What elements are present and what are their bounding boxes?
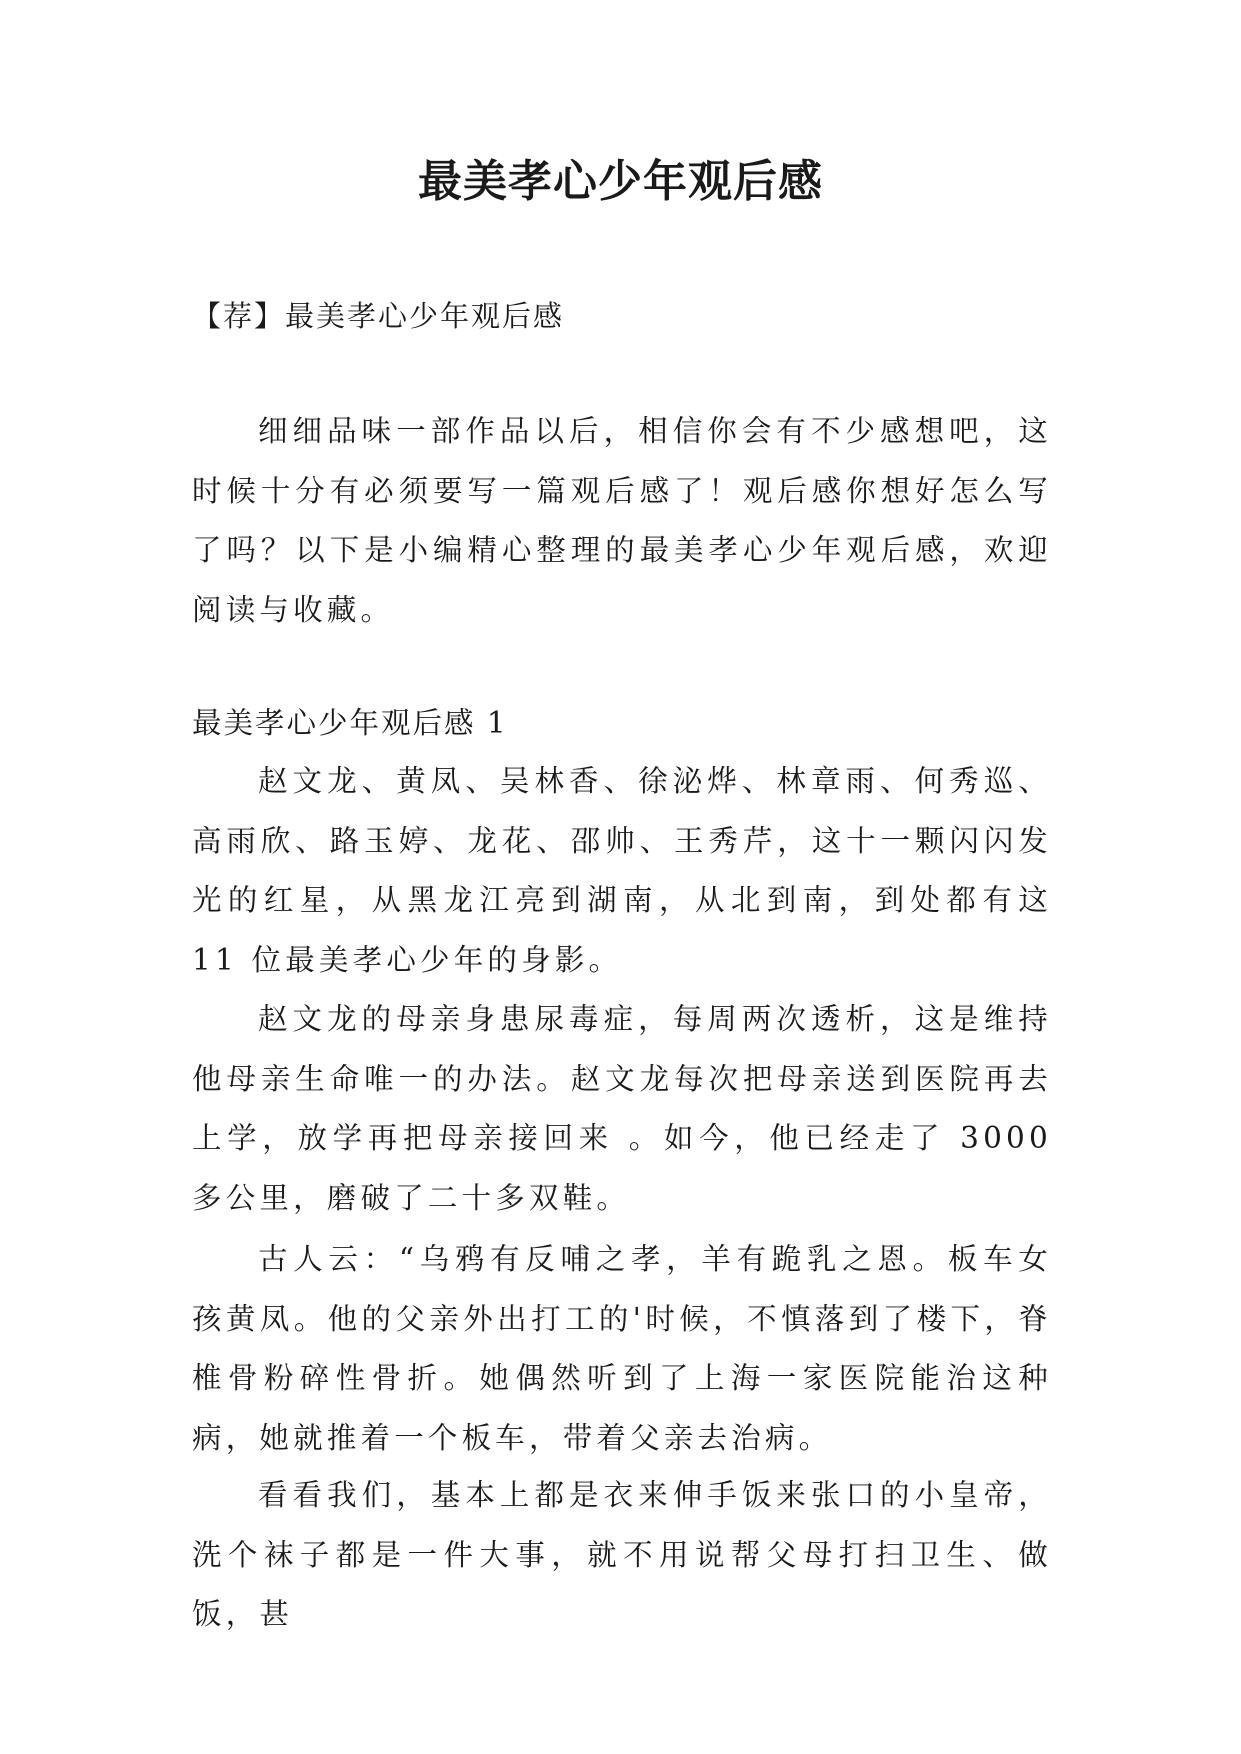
body-paragraph: 古人云：“乌鸦有反哺之孝，羊有跪乳之恩。板车女孩黄凤。他的父亲外出打工的'时候，不慎落到了楼下，脊椎骨粉碎性骨折。她偶然听到了上海一家医院能治这种病，她就推着一个板车，带着父亲去治病。 [192,1242,1052,1455]
section-heading: 最美孝心少年观后感 1 [192,706,508,740]
document-title: 最美孝心少年观后感 [418,156,823,207]
body-paragraph: 看看我们，基本上都是衣来伸手饭来张口的小皇帝，洗个袜子都是一件大事，就不用说帮父母打扫卫生、做饭，甚 [192,1478,1052,1631]
body-paragraph: 赵文龙的母亲身患尿毒症，每周两次透析，这是维持他母亲生命唯一的办法。赵文龙每次把母亲送到医院再去上学，放学再把母亲接回来 。如今，他已经走了 3000 多公里，磨破了二十多双鞋。 [192,1002,1052,1215]
body-paragraph: 赵文龙、黄凤、吴林香、徐泌烨、林章雨、何秀巡、高雨欣、路玉婷、龙花、邵帅、王秀芹，这十一颗闪闪发光的红星，从黑龙江亮到湖南，从北到南，到处都有这 11 位最美孝心少年的身影。 [192,764,1052,977]
document-subtitle: 【荐】最美孝心少年观后感 [192,299,565,333]
intro-paragraph: 细细品味一部作品以后，相信你会有不少感想吧，这时候十分有必须要写一篇观后感了！观后感你想好怎么写了吗？以下是小编精心整理的最美孝心少年观后感，欢迎阅读与收藏。 [192,414,1052,627]
